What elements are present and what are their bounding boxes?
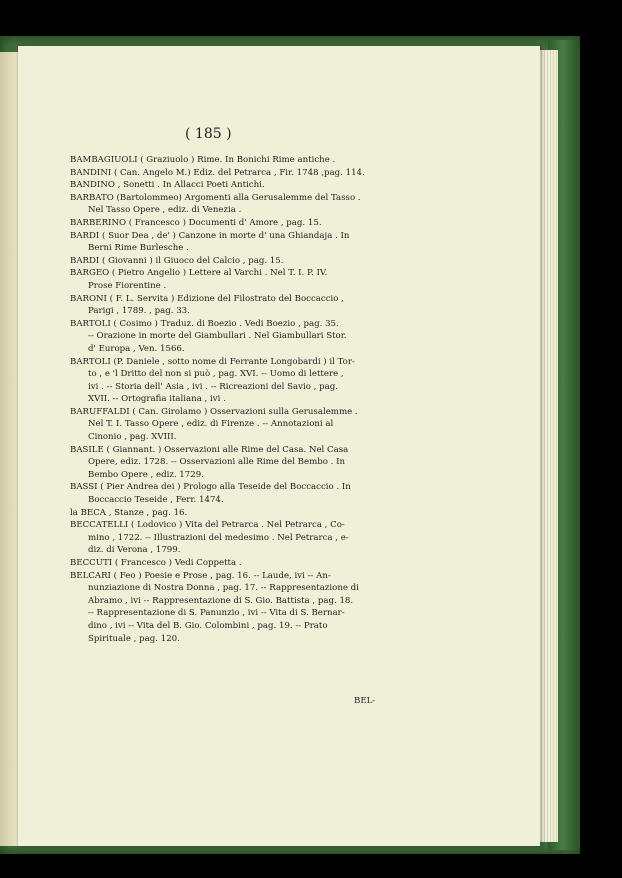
entry-line: BARBATO (Bartolommeo) Argomenti alla Gerusalemme del Tasso . xyxy=(70,192,361,203)
entry-line: BARDI ( Giovanni ) il Giuoco del Calcio , pag. 15. xyxy=(70,255,284,266)
entry-continuation-line: dino , ivi -- Vita del B. Gio. Colombini , pag. 19. -- Prato xyxy=(88,620,328,631)
entry-continuation-line: Nel T. I. Tasso Opere , ediz. di Firenze . -- Annotazioni al xyxy=(88,419,334,430)
entry-continuation-line: Berni Rime Burlesche . xyxy=(88,243,189,254)
entry-line: BARGEO ( Pietro Angelio ) Lettere al Varchi . Nel T. I. P. IV. xyxy=(70,268,328,279)
entry-continuation-line: Opere, ediz. 1728. -- Osservazioni alle Rime del Bembo . In xyxy=(88,457,346,468)
entry-continuation-line: Cinonio , pag. XVIII. xyxy=(88,432,177,443)
index-entry xyxy=(70,557,390,570)
entry-continuation-line: nunziazione di Nostra Donna , pag. 17. -- Rappresentazione di xyxy=(88,583,359,594)
entry-continuation-line: -- Rappresentazione di S. Panunzio , ivi -- Vita di S. Bernar- xyxy=(88,608,345,619)
index-entry xyxy=(70,507,390,520)
entry-line: BANDINI ( Can. Angelo M.) Ediz. del Petrarca , Fir. 1748 ,pag. 114. xyxy=(70,167,365,178)
entry-continuation-line: d' Europa , Ven. 1566. xyxy=(88,343,185,354)
catchword: BEL- xyxy=(354,696,376,706)
index-entry xyxy=(70,481,390,506)
index-entry xyxy=(70,444,390,482)
entry-continuation-line: Parigi , 1789. , pag. 33. xyxy=(88,306,190,317)
entry-line: BELCARI ( Feo ) Poesie e Prose , pag. 16. -- Laude, ivi -- An- xyxy=(70,570,331,581)
index-entry xyxy=(70,255,390,268)
entry-line: BECCATELLI ( Lodovico ) Vita del Petrarca . Nel Petrarca , Co- xyxy=(70,520,345,531)
index-entry xyxy=(70,267,390,292)
entry-continuation-line: Prose Fiorentine . xyxy=(88,280,167,291)
entry-line: BARUFFALDI ( Can. Girolamo ) Osservazioni sulla Gerusalemme . xyxy=(70,406,358,417)
index-entry xyxy=(70,179,390,192)
entry-continuation-line: Nel Tasso Opere , ediz. di Venezia . xyxy=(88,205,242,216)
index-entry xyxy=(70,318,390,356)
entry-continuation-line: ivi . -- Storia dell' Asia , ivi . -- Ricreazioni del Savio , pag. xyxy=(88,381,338,392)
entry-continuation-line: Spirituale , pag. 120. xyxy=(88,633,180,644)
entry-line: BASSI ( Pier Andrea dei ) Prologo alla Teseide del Boccaccio . In xyxy=(70,482,351,493)
index-entry xyxy=(70,154,390,167)
index-entry xyxy=(70,293,390,318)
entry-line: BARTOLI (P. Daniele , sotto nome di Ferrante Longobardi ) il Tor- xyxy=(70,356,355,367)
index-entries xyxy=(70,154,390,645)
entry-continuation-line: -- Orazione in morte del Giambullari . Nel Giambullari Stor. xyxy=(88,331,347,342)
index-entry xyxy=(70,570,390,646)
entry-line: la BECA , Stanze , pag. 16. xyxy=(70,507,188,518)
index-entry xyxy=(70,519,390,557)
entry-line: BARBERINO ( Francesco ) Documenti d' Amore , pag. 15. xyxy=(70,217,322,228)
entry-continuation-line: Boccaccio Teseide , Ferr. 1474. xyxy=(88,495,224,506)
entry-line: BECCUTI ( Francesco ) Vedi Coppetta . xyxy=(70,558,242,568)
entry-line: BASILE ( Giannant. ) Osservazioni alle Rime del Casa. Nel Casa xyxy=(70,444,349,455)
index-entry xyxy=(70,192,390,217)
entry-line: BAMBAGIUOLI ( Graziuolo ) Rime. In Bonichi Rime antiche . xyxy=(70,155,336,165)
entry-continuation-line: mino , 1722. -- Illustrazioni del medesimo . Nel Petrarca , e- xyxy=(88,532,349,543)
entry-continuation-line: XVII. -- Ortografia italiana , ivi . xyxy=(88,394,226,405)
entry-continuation-line: Bembo Opere , ediz. 1729. xyxy=(88,469,204,480)
entry-line: BARONI ( F. L. Servita ) Edizione del Filostrato del Boccaccio , xyxy=(70,293,344,304)
index-entry xyxy=(70,167,390,180)
index-entry xyxy=(70,230,390,255)
entry-continuation-line: diz. di Verona , 1799. xyxy=(88,545,181,556)
page-number: ( 185 ) xyxy=(185,126,232,142)
index-entry xyxy=(70,356,390,406)
entry-line: BARDI ( Suor Dea , de' ) Canzone in morte d' una Ghiandaja . In xyxy=(70,230,350,241)
entry-line: BANDINO , Sonetti . In Allacci Poeti Antichi. xyxy=(70,180,265,191)
entry-continuation-line: to , e 'l Dritto del non si può , pag. XVI. -- Uomo di lettere , xyxy=(88,369,344,380)
index-entry xyxy=(70,217,390,230)
index-entry xyxy=(70,406,390,444)
entry-continuation-line: Abramo , ivi -- Rappresentazione di S. Gio. Battista , pag. 18. xyxy=(88,595,354,606)
entry-line: BARTOLI ( Cosimo ) Traduz. di Boezio . Vedi Boezio , pag. 35. xyxy=(70,318,339,329)
